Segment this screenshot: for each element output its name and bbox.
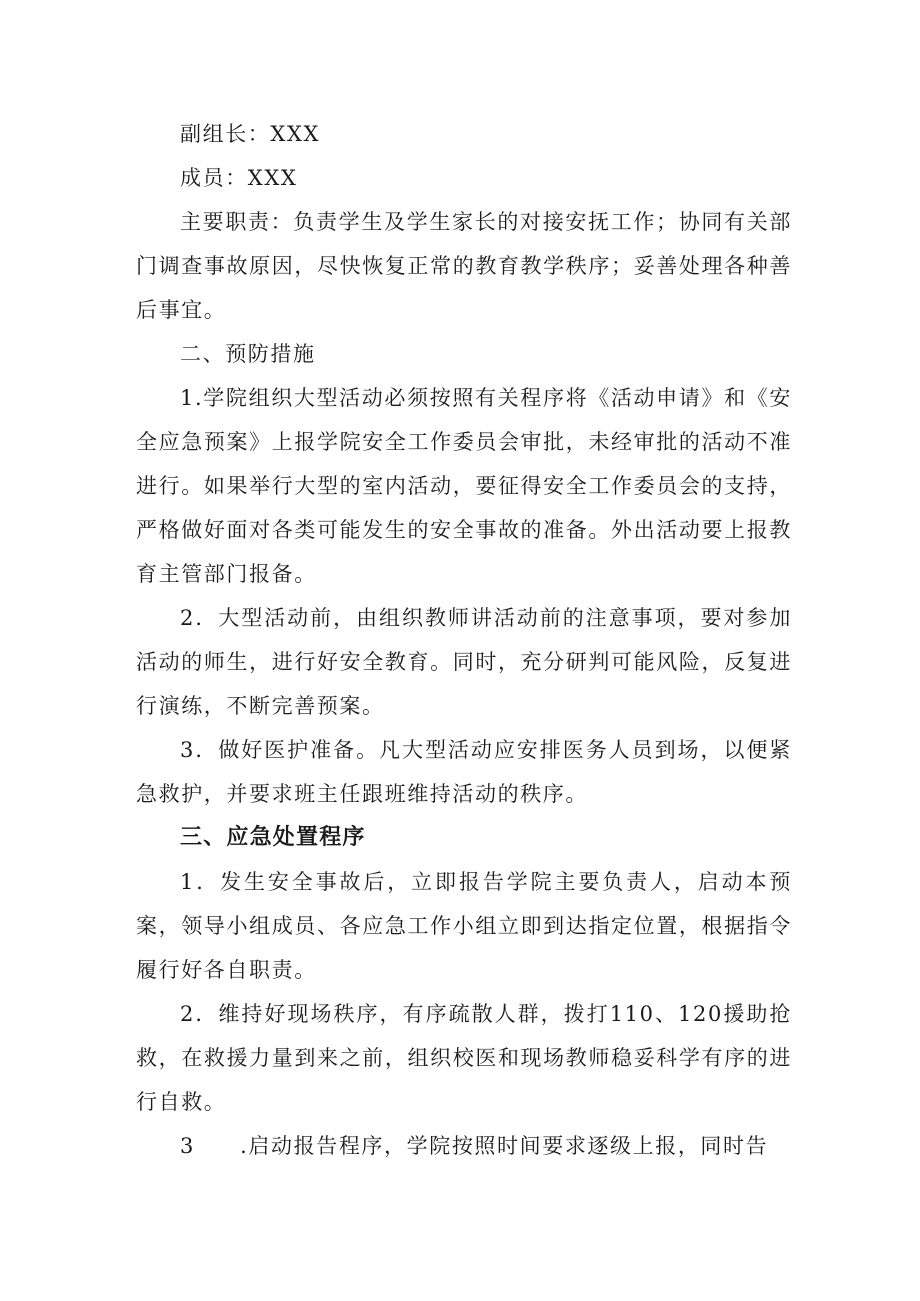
section-2-title: 二、预防措施 <box>180 342 316 366</box>
section-3-title: 三、应急处置程序 <box>180 825 366 850</box>
section-2-item-1: 1.学院组织大型活动必须按照有关程序将《活动申请》和《安全应急预案》上报学院安全工作委员会审批，未经审批的活动不准进行。如果举行大型的室内活动，要征得安全工作委员会的支持，严格做好面对各类可能发生的安全事故的准备。外出活动要上报教育主管部门报备。 <box>136 386 792 586</box>
section-2-item-2: 2．大型活动前，由组织教师讲活动前的注意事项，要对参加活动的师生，进行好安全教育。同时，充分研判可能风险，反复进行演练，不断完善预案。 <box>136 606 792 718</box>
section-3-item-3: 3 .启动报告程序，学院按照时间要求逐级上报，同时告 <box>180 1134 769 1158</box>
section-2-item-3: 3．做好医护准备。凡大型活动应安排医务人员到场，以便紧急救护，并要求班主任跟班维持活动的秩序。 <box>136 738 792 806</box>
members-line: 成员：XXX <box>180 166 298 190</box>
vice-leader-line: 副组长：XXX <box>180 122 321 146</box>
main-duties-paragraph: 主要职责：负责学生及学生家长的对接安抚工作；协同有关部门调查事故原因，尽快恢复正常的教育教学秩序；妥善处理各种善后事宜。 <box>136 210 792 322</box>
document-body <box>136 112 792 1168</box>
section-3-item-1: 1．发生安全事故后，立即报告学院主要负责人，启动本预案，领导小组成员、各应急工作小组立即到达指定位置，根据指令履行好各自职责。 <box>136 870 792 982</box>
section-3-item-2: 2．维持好现场秩序，有序疏散人群，拨打110、120援助抢救，在救援力量到来之前，组织校医和现场教师稳妥科学有序的进行自救。 <box>136 1002 792 1114</box>
